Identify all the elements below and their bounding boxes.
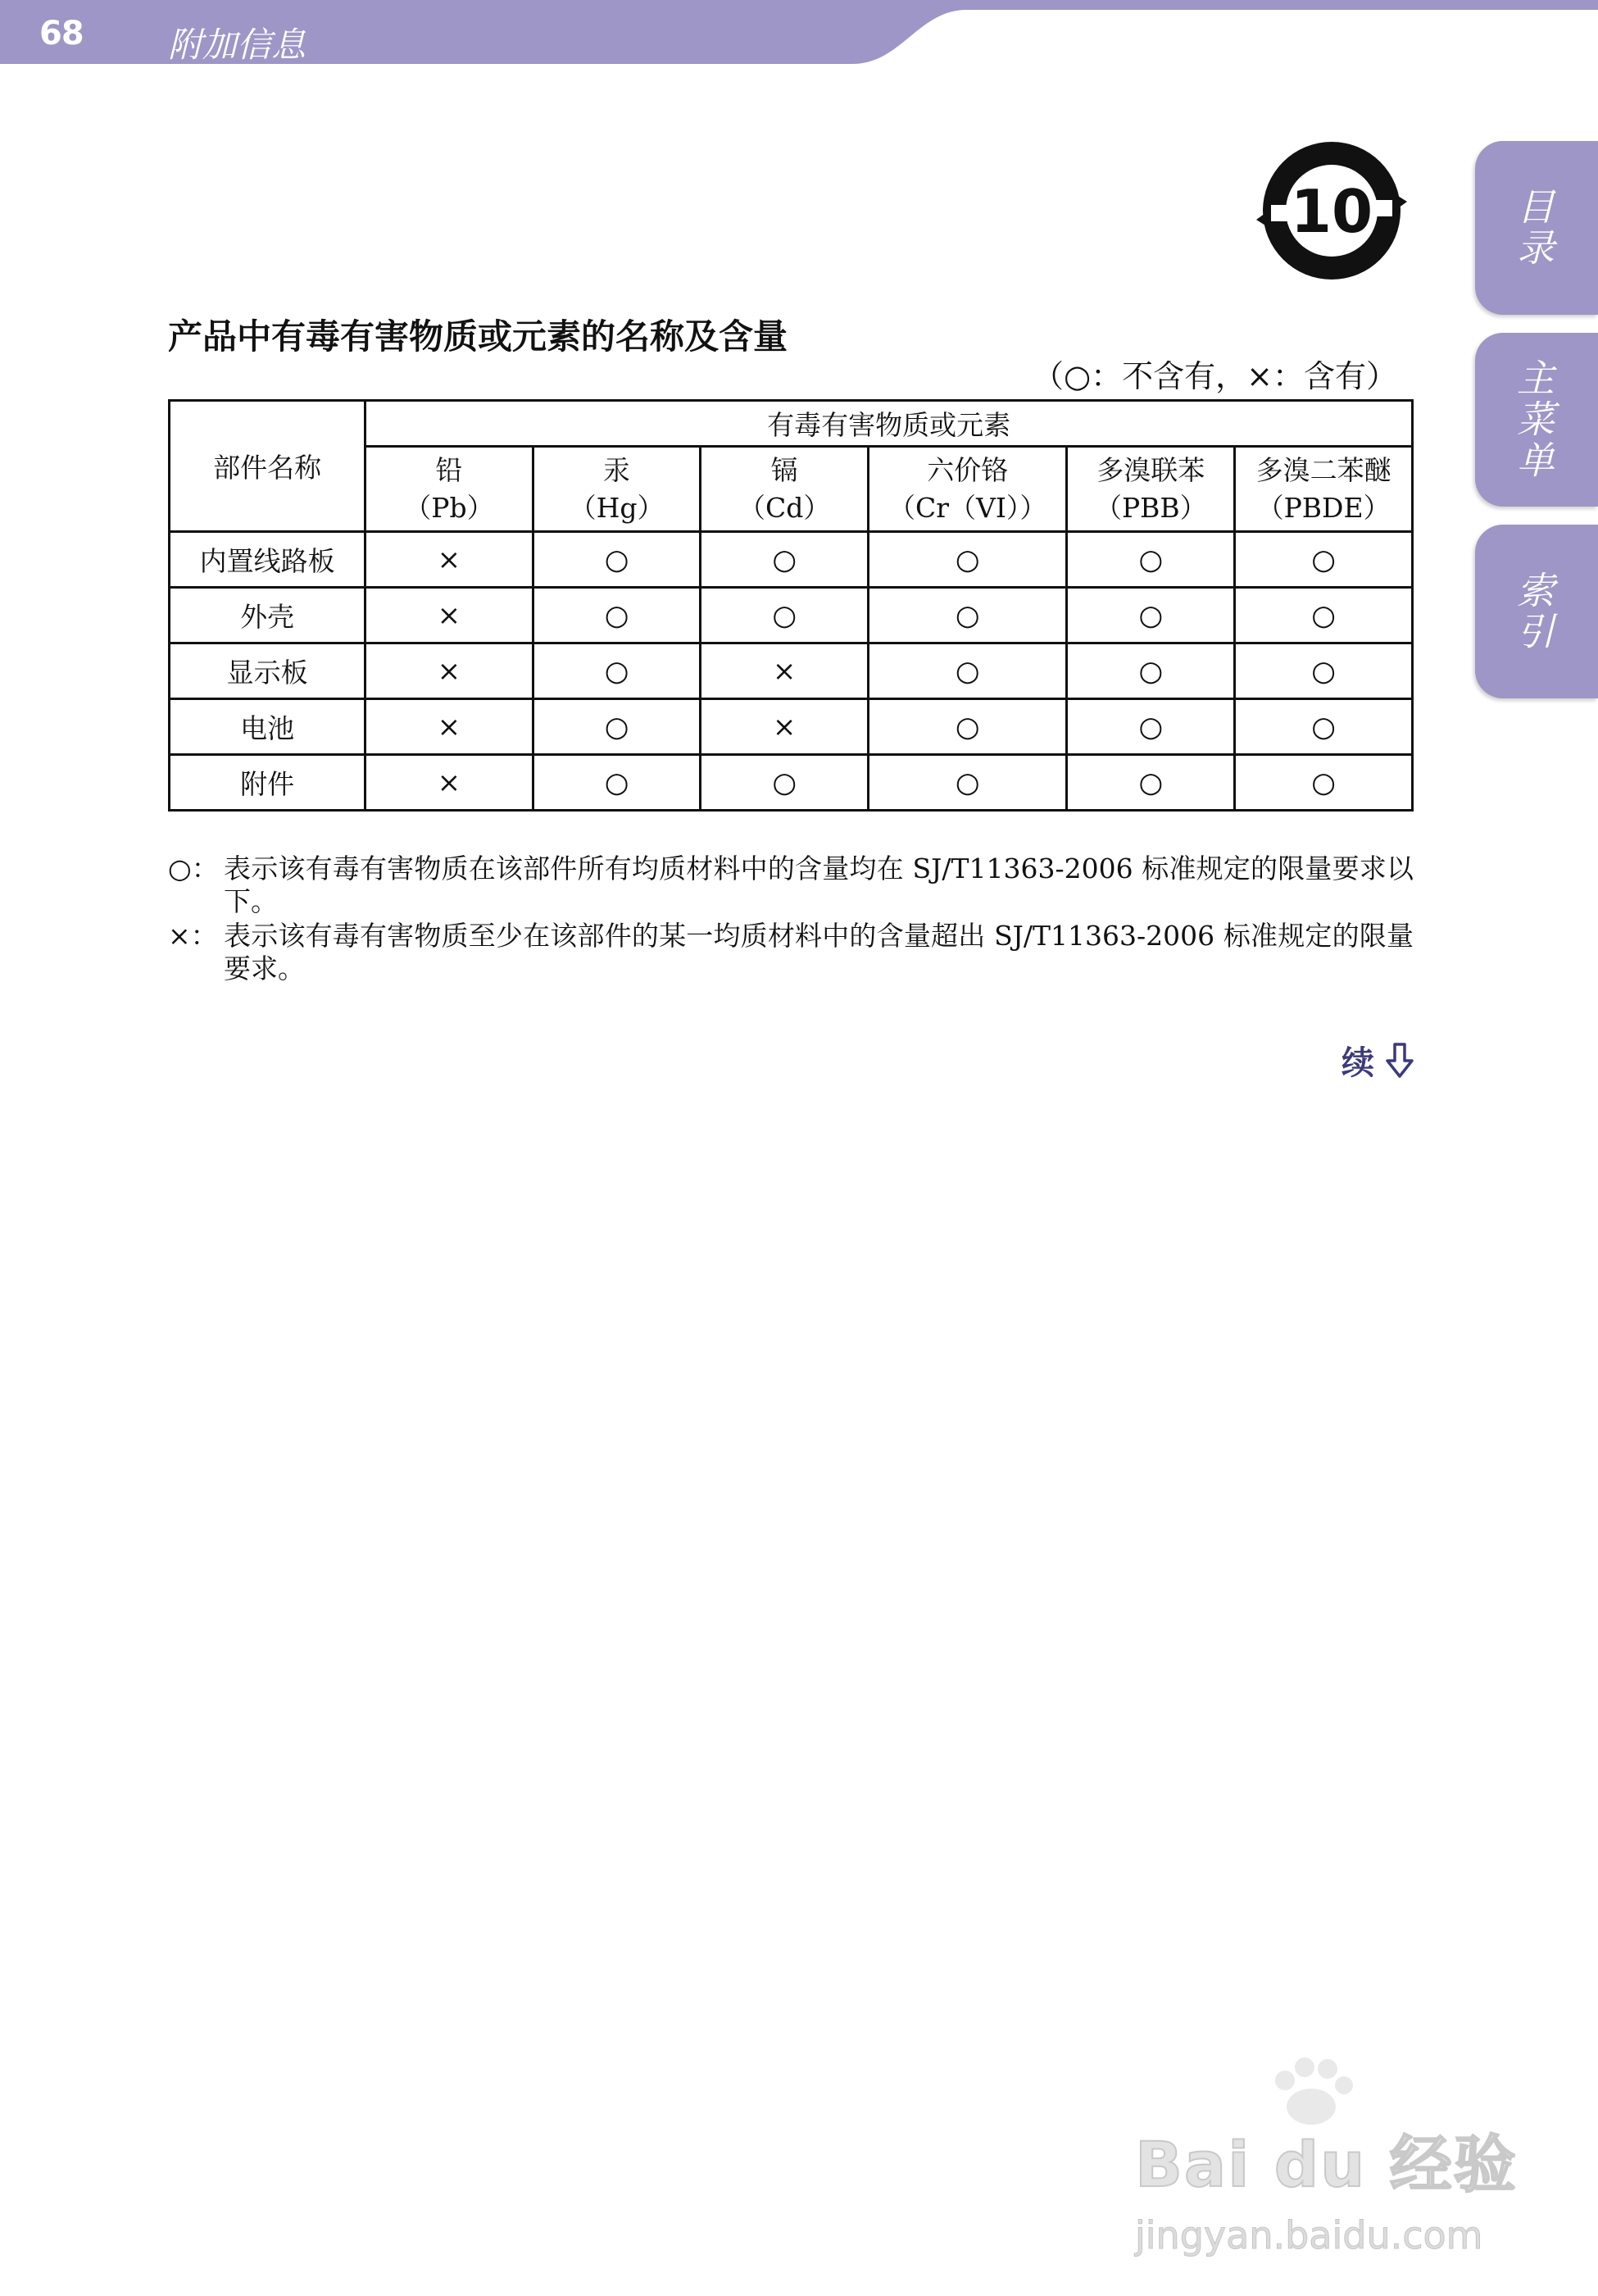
footnote	[168, 920, 1414, 985]
table-cell: ○	[533, 532, 701, 588]
column-header	[1235, 447, 1413, 532]
table-cell: ○	[533, 588, 701, 643]
part-name: 显示板	[170, 643, 365, 699]
footnote-text: 表示该有毒有害物质至少在该部件的某一均质材料中的含量超出 SJ/T11363-2006 标准规定的限量要求。	[224, 920, 1414, 984]
table-cell: ○	[1067, 643, 1235, 699]
table-cell: ○	[1067, 699, 1235, 755]
table-row	[170, 588, 1413, 643]
page-header	[0, 0, 1598, 66]
efup-number: 10	[1290, 177, 1373, 246]
continue-label: 续	[1342, 1044, 1374, 1082]
table-row	[170, 699, 1413, 755]
substance-table	[168, 399, 1414, 812]
table-cell: ×	[701, 699, 869, 755]
table-cell: ○	[1235, 755, 1413, 811]
table-cell: ○	[868, 643, 1066, 699]
column-name: 多溴联苯	[1096, 453, 1205, 486]
page-number: 68	[39, 15, 84, 52]
table-cell: ○	[701, 755, 869, 811]
part-name-header: 部件名称	[170, 401, 365, 532]
table-cell: ×	[701, 643, 869, 699]
table-cell: ○	[533, 699, 701, 755]
substance-group-header: 有毒有害物质或元素	[365, 401, 1413, 447]
column-name: 六价铬	[927, 453, 1009, 486]
page-title: 产品中有毒有害物质或元素的名称及含量	[168, 316, 788, 357]
table-cell: ○	[868, 532, 1066, 588]
column-header	[533, 447, 701, 532]
table-cell: ○	[868, 699, 1066, 755]
tab-main-menu-label: 主菜单	[1511, 358, 1555, 481]
part-name: 外壳	[170, 588, 365, 643]
part-name: 电池	[170, 699, 365, 755]
column-symbol: （Hg）	[569, 491, 665, 524]
table-cell: ○	[868, 755, 1066, 811]
column-symbol: （Pb）	[404, 491, 494, 524]
part-name: 附件	[170, 755, 365, 811]
table-cell: ○	[1067, 532, 1235, 588]
watermark-brand: Bai du 经验	[1135, 2128, 1518, 2201]
footnote	[168, 852, 1414, 918]
column-name: 铅	[435, 453, 463, 486]
column-symbol: （PBDE）	[1256, 491, 1391, 524]
column-name: 多溴二苯醚	[1255, 453, 1391, 486]
table-cell: ○	[1067, 588, 1235, 643]
table-row	[170, 755, 1413, 811]
tab-contents[interactable]	[1475, 141, 1598, 315]
column-symbol: （Cr（VI））	[888, 491, 1047, 524]
table-cell: ○	[533, 755, 701, 811]
efup-10-icon	[1250, 139, 1414, 283]
watermark-url: jingyan.baidu.com	[1135, 2213, 1483, 2257]
tab-index-label: 索引	[1511, 571, 1555, 652]
tab-index[interactable]	[1475, 525, 1598, 698]
footnote-mark: ○：	[168, 852, 219, 884]
column-symbol: （Cd）	[738, 491, 831, 524]
column-header	[365, 447, 533, 532]
table-cell: ×	[365, 699, 533, 755]
footnote-text: 表示该有毒有害物质在该部件所有均质材料中的含量均在 SJ/T11363-2006 标准规定的限量要求以下。	[224, 852, 1414, 917]
table-cell: ×	[365, 532, 533, 588]
table-row	[170, 643, 1413, 699]
column-header	[868, 447, 1066, 532]
table-cell: ○	[533, 643, 701, 699]
table-cell: ×	[365, 755, 533, 811]
table-cell: ○	[701, 588, 869, 643]
column-name: 镉	[770, 453, 798, 486]
legend-note: （○：不含有，×：含有）	[1033, 358, 1397, 394]
tab-main-menu[interactable]	[1475, 333, 1598, 507]
part-name: 内置线路板	[170, 532, 365, 588]
table-cell: ○	[1235, 588, 1413, 643]
column-header	[1067, 447, 1235, 532]
table-cell: ○	[1235, 643, 1413, 699]
column-header	[701, 447, 869, 532]
table-cell: ×	[365, 643, 533, 699]
table-cell: ○	[701, 532, 869, 588]
column-symbol: （PBB）	[1094, 491, 1207, 524]
table-cell: ○	[868, 588, 1066, 643]
footnotes	[168, 852, 1414, 987]
tab-contents-label: 目录	[1511, 187, 1555, 269]
table-cell: ○	[1235, 532, 1413, 588]
table-cell: ○	[1067, 755, 1235, 811]
table-cell: ○	[1235, 699, 1413, 755]
arrow-down-icon	[1386, 1043, 1414, 1079]
column-name: 汞	[603, 453, 631, 486]
section-title: 附加信息	[168, 25, 306, 65]
table-row	[170, 532, 1413, 588]
footnote-mark: ×：	[168, 920, 218, 952]
continue-link[interactable]	[1342, 1037, 1414, 1084]
table-cell: ×	[365, 588, 533, 643]
